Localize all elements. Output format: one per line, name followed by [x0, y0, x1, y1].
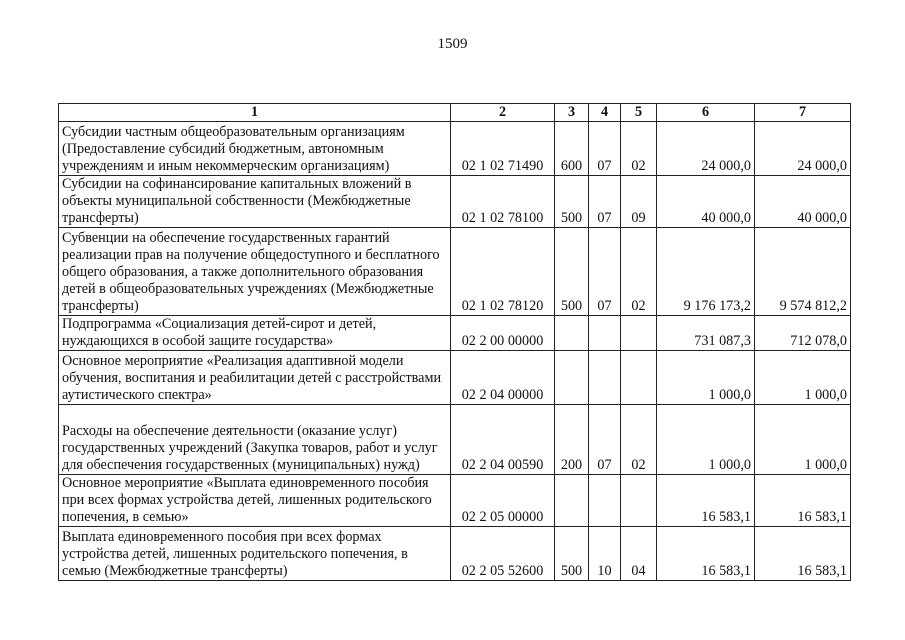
- row-col-4: [589, 475, 621, 527]
- row-value-6: 16 583,1: [657, 527, 755, 581]
- row-value-6: 1 000,0: [657, 405, 755, 475]
- row-description: Субсидии на софинансирование капитальных вложений в объекты муниципальной собственности (Межбюджетные трансферты): [59, 176, 451, 228]
- row-description: Основное мероприятие «Реализация адаптивной модели обучения, воспитания и реабилитации детей с расстройствами аутистического спектра»: [59, 351, 451, 405]
- table-row: [59, 405, 851, 475]
- table-row: [59, 527, 851, 581]
- table-row: [59, 316, 851, 351]
- row-col-5: [621, 351, 657, 405]
- row-col-3: 200: [555, 405, 589, 475]
- row-description: Выплата единовременного пособия при всех формах устройства детей, лишенных родительского попечения, в семью (Межбюджетные трансферты): [59, 527, 451, 581]
- row-col-3: 500: [555, 176, 589, 228]
- table-row: [59, 475, 851, 527]
- header-col-6: 6: [657, 104, 755, 122]
- row-code: 02 2 05 00000: [451, 475, 555, 527]
- row-code: 02 1 02 78120: [451, 228, 555, 316]
- row-code: 02 1 02 71490: [451, 122, 555, 176]
- header-col-7: 7: [755, 104, 851, 122]
- table-row: [59, 351, 851, 405]
- row-value-7: 1 000,0: [755, 405, 851, 475]
- row-col-3: 500: [555, 527, 589, 581]
- row-value-7: 16 583,1: [755, 475, 851, 527]
- row-code: 02 2 04 00000: [451, 351, 555, 405]
- row-code: 02 2 04 00590: [451, 405, 555, 475]
- row-code: 02 1 02 78100: [451, 176, 555, 228]
- row-value-7: 1 000,0: [755, 351, 851, 405]
- table-row: [59, 176, 851, 228]
- row-col-4: 10: [589, 527, 621, 581]
- row-value-6: 16 583,1: [657, 475, 755, 527]
- row-description: Подпрограмма «Социализация детей-сирот и детей, нуждающихся в особой защите государства»: [59, 316, 451, 351]
- row-value-7: 24 000,0: [755, 122, 851, 176]
- table-row: [59, 228, 851, 316]
- header-col-1: 1: [59, 104, 451, 122]
- page-number: 1509: [437, 36, 468, 52]
- row-col-4: 07: [589, 176, 621, 228]
- row-col-3: [555, 475, 589, 527]
- row-description: Субвенции на обеспечение государственных гарантий реализации прав на получение общедоступного и бесплатного общего образования, а также дополнительного образования детей в общеобразовательных учреждениях (Межбюджетные трансферты): [59, 228, 451, 316]
- row-value-6: 1 000,0: [657, 351, 755, 405]
- header-row: [59, 104, 851, 122]
- row-value-7: 40 000,0: [755, 176, 851, 228]
- row-value-7: 712 078,0: [755, 316, 851, 351]
- row-col-5: 02: [621, 228, 657, 316]
- row-col-5: 04: [621, 527, 657, 581]
- row-col-4: 07: [589, 405, 621, 475]
- row-col-3: [555, 351, 589, 405]
- row-value-6: 731 087,3: [657, 316, 755, 351]
- header-col-3: 3: [555, 104, 589, 122]
- row-value-6: 24 000,0: [657, 122, 755, 176]
- header-col-4: 4: [589, 104, 621, 122]
- row-col-5: 02: [621, 405, 657, 475]
- header-col-2: 2: [451, 104, 555, 122]
- row-col-5: 02: [621, 122, 657, 176]
- row-col-5: 09: [621, 176, 657, 228]
- header-col-5: 5: [621, 104, 657, 122]
- row-col-4: [589, 351, 621, 405]
- row-col-5: [621, 475, 657, 527]
- row-code: 02 2 00 00000: [451, 316, 555, 351]
- row-value-7: 9 574 812,2: [755, 228, 851, 316]
- row-col-5: [621, 316, 657, 351]
- row-description: Субсидии частным общеобразовательным организациям (Предоставление субсидий бюджетным, автономным учреждениям и иным некоммерческим организациям): [59, 122, 451, 176]
- row-description: Основное мероприятие «Выплата единовременного пособия при всех формах устройства детей, лишенных родительского попечения, в семью»: [59, 475, 451, 527]
- budget-table: [58, 103, 851, 581]
- row-col-3: 600: [555, 122, 589, 176]
- row-col-4: 07: [589, 228, 621, 316]
- row-value-6: 9 176 173,2: [657, 228, 755, 316]
- row-col-3: 500: [555, 228, 589, 316]
- row-value-7: 16 583,1: [755, 527, 851, 581]
- row-col-4: [589, 316, 621, 351]
- row-col-3: [555, 316, 589, 351]
- row-description: Расходы на обеспечение деятельности (оказание услуг) государственных учреждений (Закупка товаров, работ и услуг для обеспечения государственных (муниципальных) нужд): [59, 405, 451, 475]
- row-col-4: 07: [589, 122, 621, 176]
- row-code: 02 2 05 52600: [451, 527, 555, 581]
- table-row: [59, 122, 851, 176]
- row-value-6: 40 000,0: [657, 176, 755, 228]
